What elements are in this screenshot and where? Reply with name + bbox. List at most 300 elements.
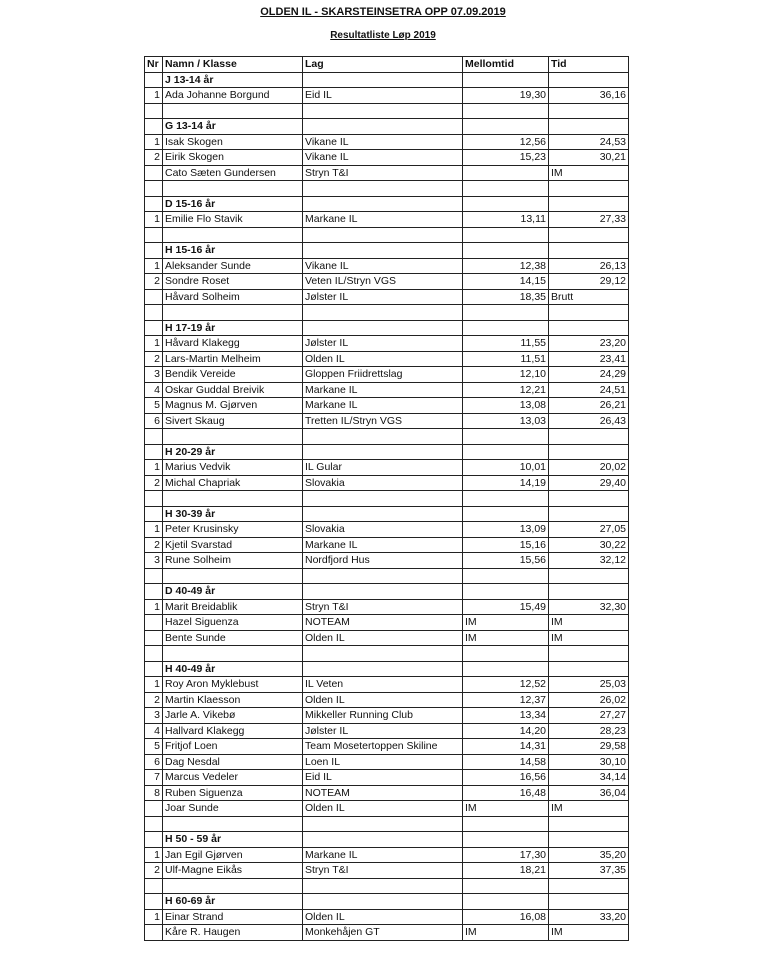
empty-cell	[549, 878, 629, 894]
empty-cell	[303, 832, 463, 848]
empty-cell	[303, 305, 463, 321]
empty-cell	[549, 894, 629, 910]
result-lag: Tretten IL/Stryn VGS	[303, 413, 463, 429]
result-name: Ruben Siguenza	[163, 785, 303, 801]
result-mellomtid: 16,56	[463, 770, 549, 786]
result-lag: Vikane IL	[303, 258, 463, 274]
blank-row	[145, 181, 629, 197]
result-name: Marcus Vedeler	[163, 770, 303, 786]
empty-cell	[463, 491, 549, 507]
empty-cell	[303, 444, 463, 460]
empty-cell	[549, 429, 629, 445]
result-nr: 1	[145, 677, 163, 693]
class-header-row	[145, 444, 629, 460]
result-name: Bente Sunde	[163, 630, 303, 646]
result-tid: 33,20	[549, 909, 629, 925]
class-nr-cell	[145, 72, 163, 88]
result-nr: 2	[145, 537, 163, 553]
result-name: Jan Egil Gjørven	[163, 847, 303, 863]
result-nr: 1	[145, 522, 163, 538]
empty-cell	[463, 429, 549, 445]
empty-cell	[303, 584, 463, 600]
result-nr	[145, 801, 163, 817]
result-mellomtid: 19,30	[463, 88, 549, 104]
result-tid: 29,58	[549, 739, 629, 755]
result-lag: Markane IL	[303, 398, 463, 414]
empty-cell	[303, 661, 463, 677]
empty-cell	[549, 816, 629, 832]
empty-cell	[145, 816, 163, 832]
empty-cell	[549, 181, 629, 197]
result-mellomtid: IM	[463, 925, 549, 941]
class-header-row	[145, 72, 629, 88]
empty-cell	[549, 305, 629, 321]
class-nr-cell	[145, 320, 163, 336]
result-row	[145, 909, 629, 925]
result-name: Einar Strand	[163, 909, 303, 925]
result-name: Isak Skogen	[163, 134, 303, 150]
header-name: Namn / Klasse	[163, 57, 303, 73]
result-nr: 2	[145, 692, 163, 708]
result-lag: Vikane IL	[303, 134, 463, 150]
result-name: Sondre Roset	[163, 274, 303, 290]
class-label: H 50 - 59 år	[163, 832, 303, 848]
empty-cell	[463, 832, 549, 848]
result-tid: 26,13	[549, 258, 629, 274]
result-row	[145, 615, 629, 631]
result-name: Ada Johanne Borgund	[163, 88, 303, 104]
class-label: D 40-49 år	[163, 584, 303, 600]
result-tid: 37,35	[549, 863, 629, 879]
result-mellomtid: 11,55	[463, 336, 549, 352]
result-name: Kjetil Svarstad	[163, 537, 303, 553]
result-lag: Mikkeller Running Club	[303, 708, 463, 724]
result-tid: Brutt	[549, 289, 629, 305]
result-tid: 32,12	[549, 553, 629, 569]
class-nr-cell	[145, 196, 163, 212]
result-tid: 36,16	[549, 88, 629, 104]
result-nr: 1	[145, 847, 163, 863]
result-lag: Stryn T&I	[303, 599, 463, 615]
result-mellomtid: IM	[463, 801, 549, 817]
document-subtitle: Resultatliste Løp 2019	[330, 30, 436, 41]
header-lag: Lag	[303, 57, 463, 73]
result-lag: Monkehåjen GT	[303, 925, 463, 941]
empty-cell	[549, 832, 629, 848]
class-header-row	[145, 243, 629, 259]
result-row	[145, 785, 629, 801]
result-nr: 3	[145, 553, 163, 569]
empty-cell	[303, 196, 463, 212]
result-tid: IM	[549, 615, 629, 631]
class-nr-cell	[145, 444, 163, 460]
result-lag: IL Gular	[303, 460, 463, 476]
class-nr-cell	[145, 661, 163, 677]
result-mellomtid: 18,35	[463, 289, 549, 305]
result-mellomtid: 18,21	[463, 863, 549, 879]
result-name: Oskar Guddal Breivik	[163, 382, 303, 398]
empty-cell	[549, 584, 629, 600]
result-tid: 24,51	[549, 382, 629, 398]
result-mellomtid: 11,51	[463, 351, 549, 367]
result-row	[145, 522, 629, 538]
result-row	[145, 413, 629, 429]
result-name: Håvard Klakegg	[163, 336, 303, 352]
empty-cell	[463, 72, 549, 88]
blank-row	[145, 103, 629, 119]
empty-cell	[163, 816, 303, 832]
result-tid: 26,43	[549, 413, 629, 429]
class-header-row	[145, 196, 629, 212]
result-tid: 23,20	[549, 336, 629, 352]
result-name: Joar Sunde	[163, 801, 303, 817]
class-header-row	[145, 832, 629, 848]
result-lag: Slovakia	[303, 475, 463, 491]
result-lag: IL Veten	[303, 677, 463, 693]
class-nr-cell	[145, 584, 163, 600]
result-row	[145, 88, 629, 104]
result-mellomtid: 16,48	[463, 785, 549, 801]
result-name: Lars-Martin Melheim	[163, 351, 303, 367]
empty-cell	[463, 878, 549, 894]
empty-cell	[463, 243, 549, 259]
result-mellomtid: 14,15	[463, 274, 549, 290]
empty-cell	[463, 103, 549, 119]
result-nr: 1	[145, 909, 163, 925]
empty-cell	[303, 878, 463, 894]
result-tid: 26,21	[549, 398, 629, 414]
result-row	[145, 258, 629, 274]
result-mellomtid: 12,38	[463, 258, 549, 274]
result-mellomtid: 10,01	[463, 460, 549, 476]
empty-cell	[463, 320, 549, 336]
result-name: Dag Nesdal	[163, 754, 303, 770]
result-lag: Jølster IL	[303, 723, 463, 739]
empty-cell	[303, 429, 463, 445]
result-mellomtid: 15,23	[463, 150, 549, 166]
empty-cell	[163, 568, 303, 584]
result-tid: 30,22	[549, 537, 629, 553]
result-mellomtid: 15,16	[463, 537, 549, 553]
document-title: OLDEN IL - SKARSTEINSETRA OPP 07.09.2019	[260, 6, 506, 18]
result-nr	[145, 615, 163, 631]
result-nr: 7	[145, 770, 163, 786]
result-tid: 24,29	[549, 367, 629, 383]
result-row	[145, 723, 629, 739]
result-tid: 25,03	[549, 677, 629, 693]
result-mellomtid: IM	[463, 630, 549, 646]
result-name: Fritjof Loen	[163, 739, 303, 755]
result-lag: Stryn T&I	[303, 863, 463, 879]
empty-cell	[163, 103, 303, 119]
result-lag: Markane IL	[303, 847, 463, 863]
result-lag: Eid IL	[303, 88, 463, 104]
result-nr	[145, 925, 163, 941]
result-tid: 36,04	[549, 785, 629, 801]
result-tid: 29,12	[549, 274, 629, 290]
result-nr: 6	[145, 413, 163, 429]
result-nr: 1	[145, 460, 163, 476]
blank-row	[145, 646, 629, 662]
result-tid: 32,30	[549, 599, 629, 615]
header-mellomtid: Mellomtid	[463, 57, 549, 73]
empty-cell	[303, 894, 463, 910]
result-nr: 1	[145, 134, 163, 150]
result-tid: 26,02	[549, 692, 629, 708]
empty-cell	[549, 243, 629, 259]
result-tid: 29,40	[549, 475, 629, 491]
result-mellomtid: 12,52	[463, 677, 549, 693]
result-mellomtid: 12,10	[463, 367, 549, 383]
empty-cell	[549, 320, 629, 336]
result-name: Michal Chapriak	[163, 475, 303, 491]
blank-row	[145, 491, 629, 507]
result-name: Magnus M. Gjørven	[163, 398, 303, 414]
result-name: Bendik Vereide	[163, 367, 303, 383]
class-label: H 15-16 år	[163, 243, 303, 259]
result-nr: 3	[145, 708, 163, 724]
result-row	[145, 863, 629, 879]
result-lag: Olden IL	[303, 351, 463, 367]
result-row	[145, 847, 629, 863]
result-mellomtid	[463, 165, 549, 181]
result-tid: IM	[549, 165, 629, 181]
empty-cell	[463, 584, 549, 600]
empty-cell	[303, 646, 463, 662]
empty-cell	[549, 72, 629, 88]
result-nr: 2	[145, 475, 163, 491]
empty-cell	[163, 878, 303, 894]
blank-row	[145, 305, 629, 321]
class-nr-cell	[145, 119, 163, 135]
result-mellomtid: 14,31	[463, 739, 549, 755]
result-row	[145, 754, 629, 770]
result-name: Marit Breidablik	[163, 599, 303, 615]
empty-cell	[303, 568, 463, 584]
result-mellomtid: 14,20	[463, 723, 549, 739]
result-lag: Eid IL	[303, 770, 463, 786]
result-row	[145, 134, 629, 150]
class-nr-cell	[145, 894, 163, 910]
result-mellomtid: 12,37	[463, 692, 549, 708]
result-name: Jarle A. Vikebø	[163, 708, 303, 724]
result-mellomtid: 13,09	[463, 522, 549, 538]
empty-cell	[145, 305, 163, 321]
result-name: Ulf-Magne Eikås	[163, 863, 303, 879]
result-nr: 4	[145, 723, 163, 739]
empty-cell	[463, 305, 549, 321]
result-row	[145, 367, 629, 383]
result-row	[145, 289, 629, 305]
empty-cell	[163, 305, 303, 321]
result-name: Kåre R. Haugen	[163, 925, 303, 941]
results-body	[145, 72, 629, 940]
class-nr-cell	[145, 506, 163, 522]
empty-cell	[303, 103, 463, 119]
empty-cell	[463, 568, 549, 584]
result-tid: 27,33	[549, 212, 629, 228]
result-nr	[145, 165, 163, 181]
result-mellomtid: 16,08	[463, 909, 549, 925]
result-tid: 27,05	[549, 522, 629, 538]
result-row	[145, 553, 629, 569]
class-label: J 13-14 år	[163, 72, 303, 88]
result-lag: Olden IL	[303, 692, 463, 708]
result-mellomtid: 13,34	[463, 708, 549, 724]
result-tid: 27,27	[549, 708, 629, 724]
result-lag: Team Mosetertoppen Skiline	[303, 739, 463, 755]
result-lag: Olden IL	[303, 909, 463, 925]
empty-cell	[303, 243, 463, 259]
result-tid: 28,23	[549, 723, 629, 739]
empty-cell	[549, 196, 629, 212]
blank-row	[145, 568, 629, 584]
result-lag: Markane IL	[303, 537, 463, 553]
blank-row	[145, 878, 629, 894]
result-row	[145, 708, 629, 724]
result-tid: IM	[549, 630, 629, 646]
empty-cell	[549, 491, 629, 507]
empty-cell	[463, 444, 549, 460]
result-nr: 2	[145, 274, 163, 290]
empty-cell	[145, 878, 163, 894]
result-lag: Olden IL	[303, 630, 463, 646]
empty-cell	[145, 103, 163, 119]
result-lag: Stryn T&I	[303, 165, 463, 181]
result-name: Marius Vedvik	[163, 460, 303, 476]
result-lag: Jølster IL	[303, 289, 463, 305]
class-header-row	[145, 894, 629, 910]
result-name: Peter Krusinsky	[163, 522, 303, 538]
result-nr: 1	[145, 212, 163, 228]
empty-cell	[463, 227, 549, 243]
result-lag: Veten IL/Stryn VGS	[303, 274, 463, 290]
result-nr: 1	[145, 88, 163, 104]
result-nr: 8	[145, 785, 163, 801]
result-row	[145, 475, 629, 491]
blank-row	[145, 227, 629, 243]
class-label: G 13-14 år	[163, 119, 303, 135]
empty-cell	[145, 227, 163, 243]
empty-cell	[163, 646, 303, 662]
result-lag: Gloppen Friidrettslag	[303, 367, 463, 383]
class-header-row	[145, 584, 629, 600]
result-mellomtid: 12,21	[463, 382, 549, 398]
result-tid: 24,53	[549, 134, 629, 150]
result-row	[145, 382, 629, 398]
empty-cell	[303, 119, 463, 135]
result-nr: 2	[145, 351, 163, 367]
empty-cell	[303, 181, 463, 197]
result-row	[145, 801, 629, 817]
result-row	[145, 336, 629, 352]
result-nr: 5	[145, 398, 163, 414]
empty-cell	[549, 103, 629, 119]
header-tid: Tid	[549, 57, 629, 73]
result-nr: 4	[145, 382, 163, 398]
empty-cell	[163, 491, 303, 507]
result-mellomtid: 14,19	[463, 475, 549, 491]
result-nr: 6	[145, 754, 163, 770]
class-header-row	[145, 661, 629, 677]
empty-cell	[163, 227, 303, 243]
result-row	[145, 599, 629, 615]
empty-cell	[549, 646, 629, 662]
class-label: H 60-69 år	[163, 894, 303, 910]
result-name: Hallvard Klakegg	[163, 723, 303, 739]
class-label: H 17-19 år	[163, 320, 303, 336]
result-mellomtid: 12,56	[463, 134, 549, 150]
result-name: Cato Sæten Gundersen	[163, 165, 303, 181]
empty-cell	[163, 429, 303, 445]
result-tid: 30,21	[549, 150, 629, 166]
result-tid: 20,02	[549, 460, 629, 476]
result-lag: Markane IL	[303, 382, 463, 398]
empty-cell	[463, 506, 549, 522]
result-name: Sivert Skaug	[163, 413, 303, 429]
result-lag: Slovakia	[303, 522, 463, 538]
class-label: H 30-39 år	[163, 506, 303, 522]
result-row	[145, 692, 629, 708]
blank-row	[145, 429, 629, 445]
empty-cell	[463, 816, 549, 832]
result-lag: Nordfjord Hus	[303, 553, 463, 569]
result-lag: NOTEAM	[303, 785, 463, 801]
empty-cell	[303, 491, 463, 507]
result-name: Eirik Skogen	[163, 150, 303, 166]
empty-cell	[463, 661, 549, 677]
empty-cell	[463, 119, 549, 135]
results-table	[144, 56, 629, 941]
empty-cell	[145, 429, 163, 445]
result-lag: Loen IL	[303, 754, 463, 770]
result-row	[145, 630, 629, 646]
result-mellomtid: 17,30	[463, 847, 549, 863]
class-nr-cell	[145, 832, 163, 848]
result-row	[145, 677, 629, 693]
result-row	[145, 770, 629, 786]
result-tid: IM	[549, 801, 629, 817]
empty-cell	[145, 491, 163, 507]
header-row	[145, 57, 629, 73]
empty-cell	[549, 506, 629, 522]
result-mellomtid: 15,56	[463, 553, 549, 569]
result-mellomtid: IM	[463, 615, 549, 631]
result-mellomtid: 13,11	[463, 212, 549, 228]
result-row	[145, 398, 629, 414]
empty-cell	[303, 320, 463, 336]
empty-cell	[463, 646, 549, 662]
result-row	[145, 460, 629, 476]
result-lag: NOTEAM	[303, 615, 463, 631]
result-row	[145, 212, 629, 228]
result-name: Hazel Siguenza	[163, 615, 303, 631]
result-lag: Vikane IL	[303, 150, 463, 166]
result-lag: Markane IL	[303, 212, 463, 228]
result-row	[145, 165, 629, 181]
class-label: H 40-49 år	[163, 661, 303, 677]
result-row	[145, 274, 629, 290]
result-tid: IM	[549, 925, 629, 941]
result-row	[145, 537, 629, 553]
result-mellomtid: 13,08	[463, 398, 549, 414]
result-name: Roy Aron Myklebust	[163, 677, 303, 693]
result-row	[145, 150, 629, 166]
result-name: Håvard Solheim	[163, 289, 303, 305]
result-row	[145, 351, 629, 367]
empty-cell	[549, 661, 629, 677]
result-tid: 35,20	[549, 847, 629, 863]
